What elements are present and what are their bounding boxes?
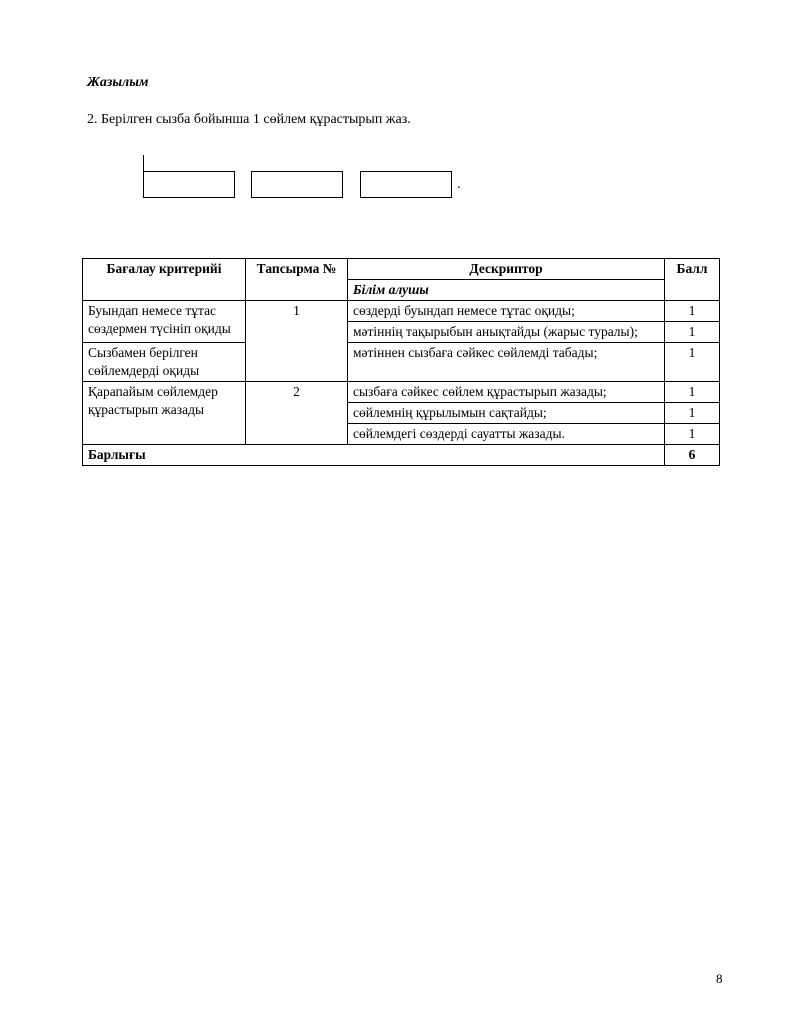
subheader-learner: Білім алушы bbox=[348, 280, 665, 301]
table-header-row bbox=[83, 259, 720, 280]
score-cell: 1 bbox=[665, 301, 720, 322]
table-row bbox=[83, 343, 720, 382]
table-row bbox=[83, 301, 720, 322]
descriptor-cell: сөздерді буындап немесе тұтас оқиды; bbox=[348, 301, 665, 322]
word-box-2 bbox=[251, 171, 343, 198]
table-row bbox=[83, 382, 720, 403]
table-total-row bbox=[83, 445, 720, 466]
descriptor-cell: сөйлемнің құрылымын сақтайды; bbox=[348, 403, 665, 424]
header-score: Балл bbox=[665, 259, 720, 301]
total-label: Барлығы bbox=[83, 445, 665, 466]
score-cell: 1 bbox=[665, 424, 720, 445]
word-box-1 bbox=[143, 171, 235, 198]
header-descriptor: Дескриптор bbox=[348, 259, 665, 280]
task-no-cell: 1 bbox=[246, 301, 348, 382]
task-no-cell: 2 bbox=[246, 382, 348, 445]
total-score: 6 bbox=[665, 445, 720, 466]
word-box-3 bbox=[360, 171, 452, 198]
score-cell: 1 bbox=[665, 382, 720, 403]
criteria-cell: Буындап немесе тұтас сөздермен түсініп оқиды bbox=[83, 301, 246, 343]
descriptor-cell: мәтіннен сызбаға сәйкес сөйлемді табады; bbox=[348, 343, 665, 382]
criteria-cell: Қарапайым сөйлемдер құрастырып жазады bbox=[83, 382, 246, 445]
criteria-cell: Сызбамен берілген сөйлемдерді оқиды bbox=[83, 343, 246, 382]
capital-marker bbox=[143, 155, 144, 171]
assessment-table bbox=[82, 258, 720, 466]
descriptor-cell: сызбаға сәйкес сөйлем құрастырып жазады; bbox=[348, 382, 665, 403]
sentence-period: . bbox=[457, 177, 461, 192]
task-instruction: 2. Берілген сызба бойынша 1 сөйлем құрастырып жаз. bbox=[87, 112, 411, 127]
score-cell: 1 bbox=[665, 322, 720, 343]
score-cell: 1 bbox=[665, 343, 720, 382]
score-cell: 1 bbox=[665, 403, 720, 424]
page-number: 8 bbox=[716, 971, 723, 986]
header-criteria: Бағалау критерийі bbox=[83, 259, 246, 301]
sentence-scheme bbox=[143, 155, 473, 200]
section-heading: Жазылым bbox=[87, 75, 149, 90]
descriptor-cell: мәтіннің тақырыбын анықтайды (жарыс туралы); bbox=[348, 322, 665, 343]
descriptor-cell: сөйлемдегі сөздерді сауатты жазады. bbox=[348, 424, 665, 445]
header-task-no: Тапсырма № bbox=[246, 259, 348, 301]
